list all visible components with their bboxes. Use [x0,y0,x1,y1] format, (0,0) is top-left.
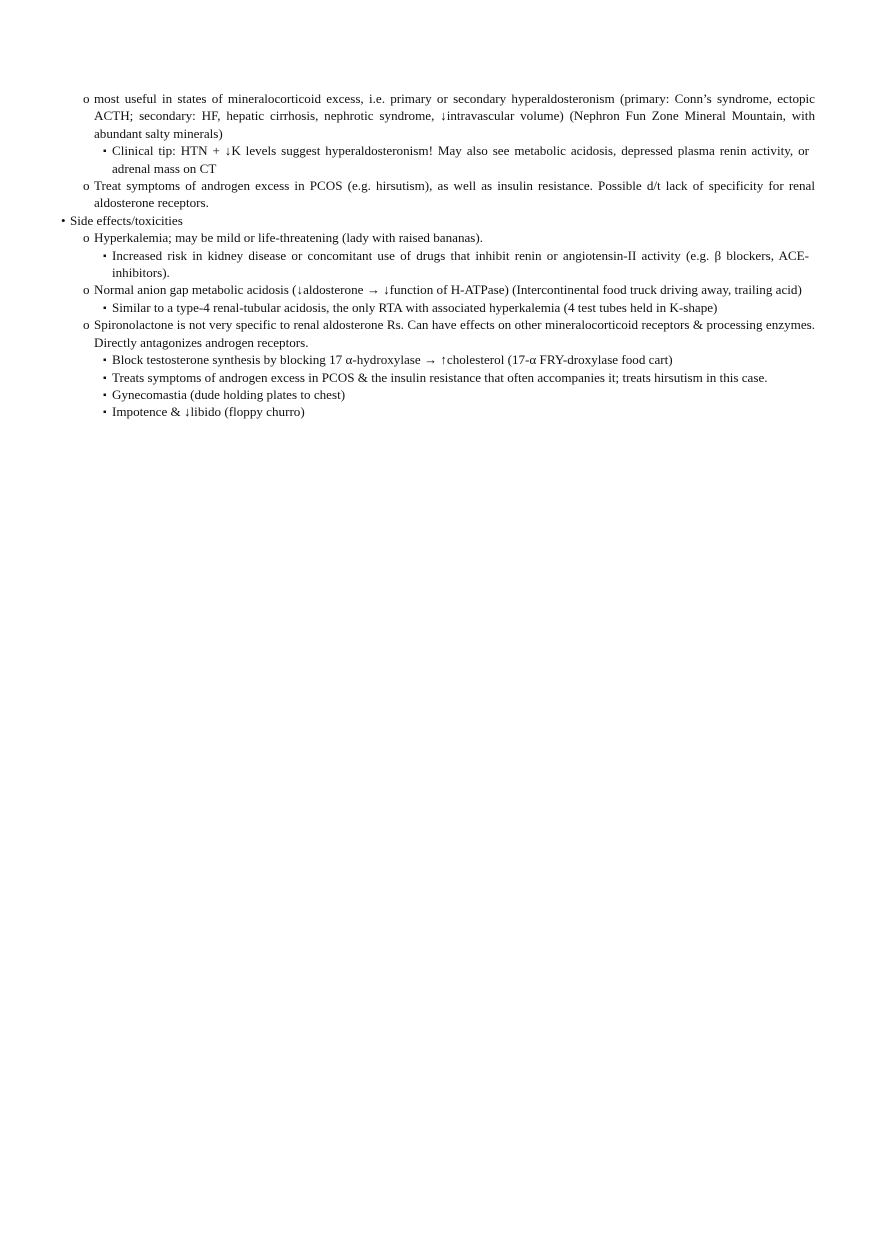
list-item-text: Impotence & ↓libido (floppy churro) [112,404,305,420]
list-item [83,177,815,212]
bullet-marker: • [61,212,66,228]
list-item-text: Clinical tip: HTN + ↓K levels suggest hyperaldosteronism! May also see metabolic acidosis, depressed plasma renin activity, or adrenal mass on CT [112,143,809,176]
bullet-marker: ▪ [103,250,107,262]
bullet-marker: ▪ [103,407,107,419]
list-item-text: Treat symptoms of androgen excess in PCOS (e.g. hirsutism), as well as insulin resistance. Possible d/t lack of specificity for renal aldosterone receptors. [94,178,815,211]
bullet-marker: o [83,178,90,194]
bullet-marker: o [83,282,90,298]
document-page [0,90,880,421]
list-item-text: Increased risk in kidney disease or concomitant use of drugs that inhibit renin or angiotensin-II activity (e.g. β blockers, ACE-inhibitors). [112,247,809,281]
list-item [83,281,815,298]
list-item [103,403,809,420]
list-item-text: Normal anion gap metabolic acidosis (↓aldosterone → ↓function of H-ATPase) (Intercontinental food truck driving away, trailing acid) [94,282,802,298]
list-item-text: most useful in states of mineralocorticoid excess, i.e. primary or secondary hyperaldosteronism (primary: Conn’s syndrome, ectopic ACTH; secondary: HF, hepatic cirrhosis, nephrotic syndrome, ↓intravascular volume) (Nephron Fun Zone Mineral Mountain, with abundant salty minerals) [94,91,815,141]
list-item [83,90,815,142]
list-item-text: Gynecomastia (dude holding plates to chest) [112,386,346,402]
list-item [103,299,809,316]
list-item [83,229,815,246]
bullet-marker: ▪ [103,302,107,314]
bullet-marker: ▪ [103,389,107,401]
list-item [103,351,809,368]
list-item-text: Hyperkalemia; may be mild or life-threatening (lady with raised bananas). [94,230,484,246]
list-item [103,247,809,282]
section-heading-text: Side effects/toxicities [70,212,183,228]
bullet-marker: ▪ [103,372,107,384]
list-item-text: Block testosterone synthesis by blocking 17 α-hydroxylase → ↑cholesterol (17-α FRY-droxylase food cart) [112,352,673,368]
list-item [103,142,809,177]
bullet-marker: o [83,91,90,106]
list-item-text: Spironolactone is not very specific to renal aldosterone Rs. Can have effects on other mineralocorticoid receptors & processing enzymes. Directly antagonizes androgen receptors. [94,317,815,350]
list-item-text: Similar to a type-4 renal-tubular acidosis, the only RTA with associated hyperkalemia (4 test tubes held in K-shape) [112,299,718,315]
bullet-marker: o [83,230,90,246]
list-item [103,369,809,386]
bullet-marker: o [83,317,90,333]
list-item [103,386,809,403]
section-heading-item [61,212,815,229]
bullet-marker: ▪ [103,146,107,158]
list-item-text: Treats symptoms of androgen excess in PCOS & the insulin resistance that often accompanies it; treats hirsutism in this case. [112,369,768,385]
list-item [83,316,815,351]
bullet-marker: ▪ [103,355,107,367]
